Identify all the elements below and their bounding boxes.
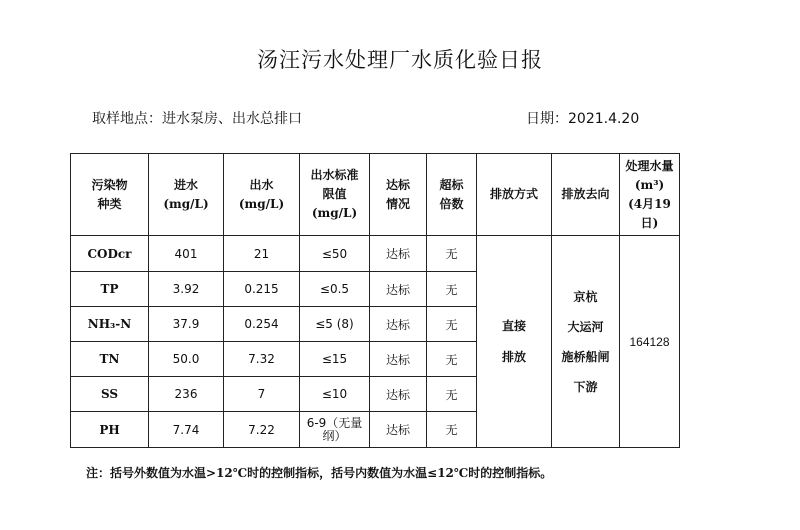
- discharge-destination-line2: 大运河: [567, 319, 604, 334]
- sampling-location: 取样地点：进水泵房、出水总排口: [92, 111, 302, 127]
- cell-exceed: 无: [427, 377, 477, 412]
- header-volume-line1: 处理水量: [625, 158, 674, 173]
- cell-status: 达标: [370, 272, 427, 307]
- header-limit: [300, 154, 370, 236]
- header-row: [71, 154, 680, 236]
- header-method: 排放方式: [477, 154, 552, 236]
- header-outflow-line1: 出水: [249, 177, 274, 192]
- header-exceed-line2: 倍数: [439, 196, 464, 211]
- cell-status: 达标: [370, 412, 427, 448]
- cell-pollutant: TP: [71, 272, 149, 307]
- header-limit-line1: 出水标准: [310, 168, 359, 182]
- header-outflow: [224, 154, 300, 236]
- cell-pollutant: TN: [71, 342, 149, 377]
- cell-limit: ≤10: [300, 377, 370, 412]
- cell-exceed: 无: [427, 307, 477, 342]
- header-status: [370, 154, 427, 236]
- header-inflow: [149, 154, 224, 236]
- cell-limit: ≤50: [300, 236, 370, 272]
- header-inflow-line1: 进水: [173, 177, 198, 192]
- cell-pollutant: NH₃-N: [71, 307, 149, 342]
- cell-exceed: 无: [427, 272, 477, 307]
- report-title: 汤汪污水处理厂水质化验日报: [257, 48, 543, 72]
- cell-inflow: 236: [149, 377, 224, 412]
- header-limit-line3: (mg/L): [311, 206, 358, 220]
- cell-inflow: 401: [149, 236, 224, 272]
- cell-outflow: 7.22: [224, 412, 300, 448]
- footnote: 注：括号外数值为水温>12℃时的控制指标，括号内数值为水温≤12℃时的控制指标。: [86, 466, 553, 480]
- discharge-destination-cell: [552, 236, 620, 448]
- cell-exceed: 无: [427, 342, 477, 377]
- cell-outflow: 0.215: [224, 272, 300, 307]
- header-pollutant-line1: 污染物: [91, 177, 128, 192]
- table-row: [71, 236, 680, 272]
- cell-outflow: 7.32: [224, 342, 300, 377]
- discharge-method-line1: 直接: [501, 318, 526, 333]
- cell-outflow: 7: [224, 377, 300, 412]
- header-pollutant: [71, 154, 149, 236]
- cell-pollutant: PH: [71, 412, 149, 448]
- header-limit-line2: 限值: [322, 187, 347, 201]
- cell-limit: ≤5 (8): [300, 307, 370, 342]
- header-status-line1: 达标: [385, 177, 410, 192]
- discharge-method-cell: [477, 236, 552, 448]
- discharge-destination-line1: 京杭: [573, 289, 598, 304]
- header-volume-line2: (m³): [634, 177, 665, 192]
- cell-inflow: 3.92: [149, 272, 224, 307]
- header-inflow-line2: (mg/L): [163, 196, 209, 211]
- cell-inflow: 7.74: [149, 412, 224, 448]
- header-volume-line3: (4月19日): [628, 196, 671, 230]
- discharge-method-line2: 排放: [501, 349, 526, 364]
- cell-limit: ≤0.5: [300, 272, 370, 307]
- discharge-destination-line4: 下游: [573, 379, 598, 394]
- cell-pollutant: SS: [71, 377, 149, 412]
- header-pollutant-line2: 种类: [97, 196, 122, 211]
- discharge-destination-line3: 施桥船闸: [561, 349, 610, 364]
- water-quality-table: [70, 153, 680, 448]
- header-volume: [620, 154, 680, 236]
- cell-outflow: 0.254: [224, 307, 300, 342]
- cell-outflow: 21: [224, 236, 300, 272]
- cell-status: 达标: [370, 236, 427, 272]
- cell-exceed: 无: [427, 412, 477, 448]
- header-exceed: [427, 154, 477, 236]
- cell-pollutant: CODcr: [71, 236, 149, 272]
- treated-volume-cell: 164128: [620, 236, 680, 448]
- header-outflow-line2: (mg/L): [238, 196, 285, 211]
- cell-limit: 6-9（无量纲）: [300, 412, 370, 448]
- cell-status: 达标: [370, 377, 427, 412]
- header-destination: 排放去向: [552, 154, 620, 236]
- cell-status: 达标: [370, 342, 427, 377]
- cell-inflow: 50.0: [149, 342, 224, 377]
- header-status-line2: 情况: [385, 196, 410, 211]
- cell-inflow: 37.9: [149, 307, 224, 342]
- header-exceed-line1: 超标: [439, 177, 464, 192]
- cell-limit: ≤15: [300, 342, 370, 377]
- cell-exceed: 无: [427, 236, 477, 272]
- cell-status: 达标: [370, 307, 427, 342]
- report-date: 日期：2021.4.20: [526, 111, 640, 127]
